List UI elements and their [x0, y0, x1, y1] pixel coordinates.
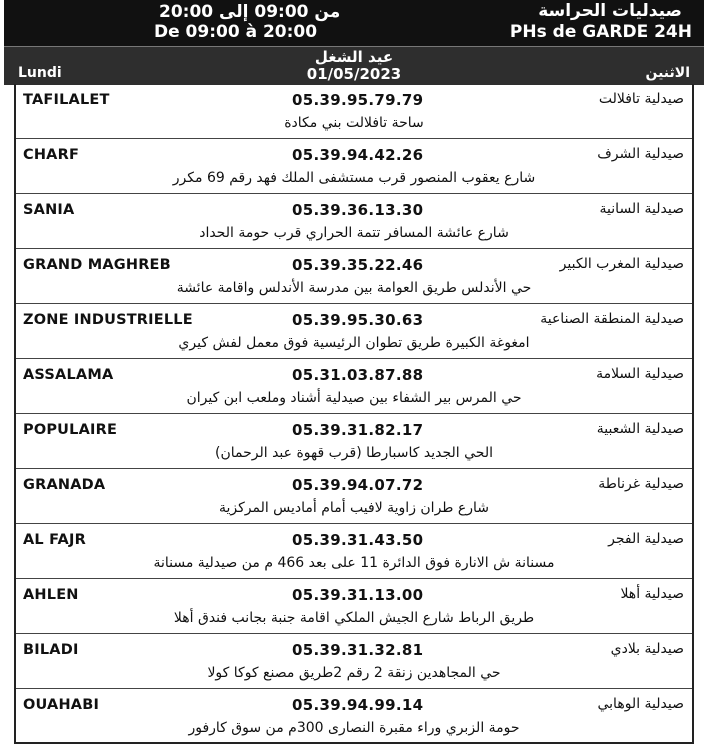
pharmacy-address: طريق الرباط شارع الجيش الملكي اقامة جنبة بجانب فندق أهلا — [173, 610, 535, 626]
pharmacy-name-arabic: صيدلية أهلا — [620, 586, 684, 602]
pharmacy-name-arabic: صيدلية الشعبية — [596, 421, 684, 437]
day-french: Lundi — [18, 65, 62, 81]
pharmacy-name-french: SANIA — [23, 202, 75, 218]
pharmacy-phone: 05.39.36.13.30 — [292, 201, 424, 219]
pharmacy-row — [16, 249, 692, 304]
pharmacy-name-french: OUAHABI — [23, 697, 100, 713]
title-french: PHs de GARDE 24H — [509, 22, 692, 42]
pharmacy-name-french: AHLEN — [23, 587, 79, 603]
pharmacy-name-french: GRANADA — [23, 477, 106, 493]
pharmacy-phone: 05.39.31.43.50 — [292, 531, 424, 549]
pharmacy-phone: 05.39.94.99.14 — [292, 696, 424, 714]
pharmacy-row — [16, 689, 692, 744]
pharmacy-name-arabic: صيدلية الشرف — [597, 146, 684, 162]
pharmacy-row — [16, 414, 692, 469]
pharmacy-row — [16, 84, 692, 139]
pharmacy-phone: 05.39.31.82.17 — [292, 421, 424, 439]
pharmacy-name-arabic: صيدلية المنطقة الصناعية — [540, 311, 684, 327]
pharmacy-row — [16, 469, 692, 524]
pharmacy-name-french: BILADI — [23, 642, 79, 658]
pharmacy-row — [16, 359, 692, 414]
date-label: 01/05/2023 — [306, 65, 402, 83]
pharmacy-phone: 05.39.94.42.26 — [292, 146, 424, 164]
pharmacy-address: مسنانة ش الانارة فوق الدائرة 11 على بعد 466 م من صيدلية مسنانة — [153, 555, 555, 571]
pharmacy-address: حي الأندلس طريق العوامة بين مدرسة الأندلس واقامة عائشة — [176, 280, 532, 296]
pharmacy-address: شارع طران زاوية لافيب أمام أماديس المركزية — [218, 500, 490, 516]
title-arabic: صيدليات الحراسة — [538, 1, 682, 21]
pharmacy-name-arabic: صيدلية المغرب الكبير — [559, 256, 684, 272]
pharmacy-name-arabic: صيدلية السلامة — [596, 366, 684, 382]
pharmacy-address: حي المرس بير الشفاء بين صيدلية أشناد وملعب ابن كيران — [186, 390, 522, 406]
pharmacy-row — [16, 579, 692, 634]
pharmacy-list — [14, 84, 694, 744]
pharmacy-name-arabic: صيدلية غرناطة — [598, 476, 684, 492]
pharmacy-row — [16, 634, 692, 689]
header-bar — [4, 0, 704, 46]
pharmacy-row — [16, 194, 692, 249]
pharmacy-address: امغوغة الكبيرة طريق تطوان الرئيسية فوق معمل لفش كيري — [178, 335, 530, 351]
pharmacy-name-arabic: صيدلية الفجر — [608, 531, 684, 547]
pharmacy-name-arabic: صيدلية السانية — [599, 201, 684, 217]
pharmacy-address: شارع يعقوب المنصور قرب مستشفى الملك فهد رقم 69 مكرر — [172, 170, 536, 186]
pharmacy-phone: 05.39.31.32.81 — [292, 641, 424, 659]
pharmacy-phone: 05.39.95.30.63 — [292, 311, 424, 329]
pharmacy-phone: 05.39.35.22.46 — [292, 256, 424, 274]
day-arabic: الاثنين — [645, 65, 690, 81]
pharmacy-row — [16, 524, 692, 579]
pharmacy-phone: 05.39.31.13.00 — [292, 586, 424, 604]
pharmacy-name-french: POPULAIRE — [23, 422, 118, 438]
pharmacy-name-french: AL FAJR — [23, 532, 86, 548]
pharmacy-name-arabic: صيدلية الوهابي — [597, 696, 684, 712]
pharmacy-address: حي المجاهدين زنقة 2 رقم 2طريق مصنع كوكا كولا — [207, 665, 501, 681]
pharmacy-name-arabic: صيدلية تافلالت — [598, 91, 684, 107]
pharmacy-name-french: CHARF — [23, 147, 80, 163]
date-bar — [4, 46, 704, 85]
pharmacy-address: ساحة تافلالت بني مكادة — [284, 115, 424, 131]
pharmacy-address: شارع عائشة المسافر تتمة الحراري قرب حومة الحداد — [199, 225, 509, 241]
hours-french: De 09:00 à 20:00 — [154, 22, 318, 42]
pharmacy-address: حومة الزبري وراء مقبرة النصارى 300م من سوق كارفور — [188, 720, 520, 736]
pharmacy-phone: 05.31.03.87.88 — [292, 366, 424, 384]
pharmacy-row — [16, 304, 692, 359]
pharmacy-address: الحي الجديد كاسبارطا (قرب قهوة عبد الرحمان) — [214, 445, 493, 461]
pharmacy-phone: 05.39.95.79.79 — [292, 91, 424, 109]
pharmacy-name-french: GRAND MAGHREB — [23, 257, 171, 273]
pharmacy-name-french: TAFILALET — [23, 92, 110, 108]
pharmacy-phone: 05.39.94.07.72 — [292, 476, 424, 494]
pharmacy-name-french: ASSALAMA — [23, 367, 114, 383]
pharmacy-row — [16, 139, 692, 194]
pharmacy-name-arabic: صيدلية بلادي — [610, 641, 684, 657]
hours-arabic: من 09:00 إلى 20:00 — [159, 2, 341, 22]
pharmacy-name-french: ZONE INDUSTRIELLE — [23, 312, 193, 328]
holiday-name: عيد الشغل — [314, 48, 394, 66]
